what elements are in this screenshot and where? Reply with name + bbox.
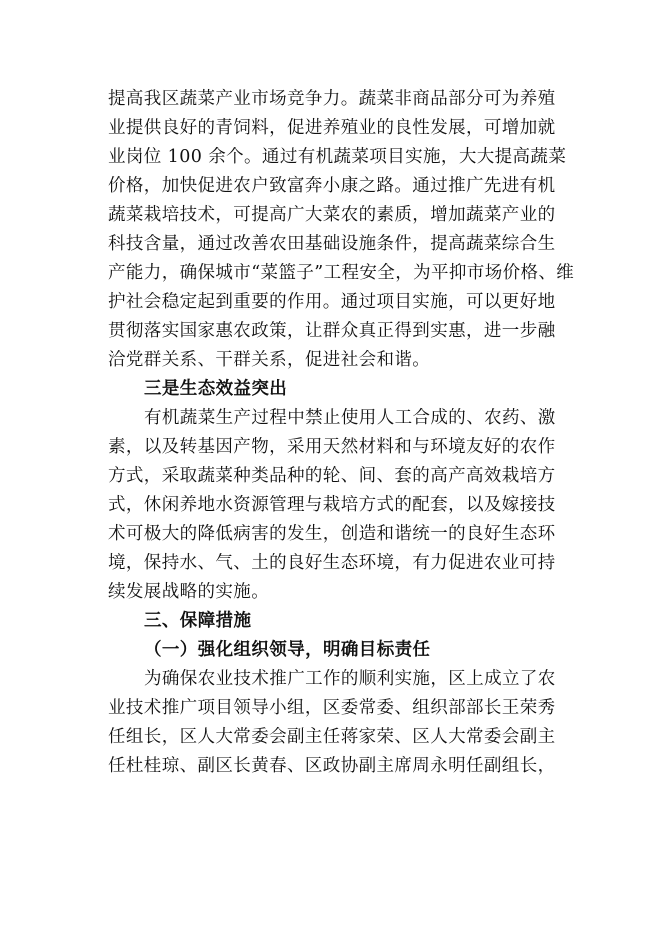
paragraph-line: 任杜桂琼、副区长黄春、区政协副主席周永明任副组长， [108, 756, 556, 776]
paragraph-line: 有机蔬菜生产过程中禁止使用人工合成的、农药、激 [144, 408, 556, 428]
section-heading: 三、保障措施 [144, 611, 252, 631]
paragraph-line: 任组长，区人大常委会副主任蒋家荣、区人大常委会副主 [108, 727, 556, 747]
paragraph-line: 洽党群关系、干群关系，促进社会和谐。 [108, 350, 431, 370]
paragraph-line: 式，休闲养地水资源管理与栽培方式的配套，以及嫁接技 [108, 495, 556, 515]
paragraph-line: 价格，加快促进农户致富奔小康之路。通过推广先进有机 [108, 176, 556, 196]
paragraph-line: 素，以及转基因产物，采用天然材料和与环境友好的农作 [108, 437, 556, 457]
paragraph-line: 术可极大的降低病害的发生，创造和谐统一的良好生态环 [108, 524, 556, 544]
paragraph-line: 产能力，确保城市“菜篮子”工程安全，为平抑市场价格、维 [108, 263, 575, 283]
paragraph-line: 提高我区蔬菜产业市场竞争力。蔬菜非商品部分可为养殖 [108, 89, 556, 109]
paragraph-line: 境，保持水、气、土的良好生态环境，有力促进农业可持 [108, 553, 556, 573]
paragraph-line: 业提供良好的青饲料，促进养殖业的良性发展，可增加就 [108, 118, 556, 138]
subsection-heading: （一）强化组织领导，明确目标责任 [144, 640, 431, 660]
paragraph-line: 业技术推广项目领导小组，区委常委、组织部部长王荣秀 [108, 698, 556, 718]
paragraph-line: 为确保农业技术推广工作的顺利实施，区上成立了农 [144, 669, 556, 689]
paragraph-line: 贯彻落实国家惠农政策，让群众真正得到实惠，进一步融 [108, 321, 556, 341]
paragraph-line: 护社会稳定起到重要的作用。通过项目实施，可以更好地 [108, 292, 556, 312]
paragraph-line: 方式，采取蔬菜种类品种的轮、间、套的高产高效栽培方 [108, 466, 556, 486]
paragraph-line: 续发展战略的实施。 [108, 582, 270, 602]
paragraph-line: 科技含量，通过改善农田基础设施条件，提高蔬菜综合生 [108, 234, 556, 254]
paragraph-line: 蔬菜栽培技术，可提高广大菜农的素质，增加蔬菜产业的 [108, 205, 556, 225]
paragraph-line: 业岗位 100 余个。通过有机蔬菜项目实施，大大提高蔬菜 [108, 147, 567, 167]
section-heading: 三是生态效益突出 [144, 379, 288, 399]
